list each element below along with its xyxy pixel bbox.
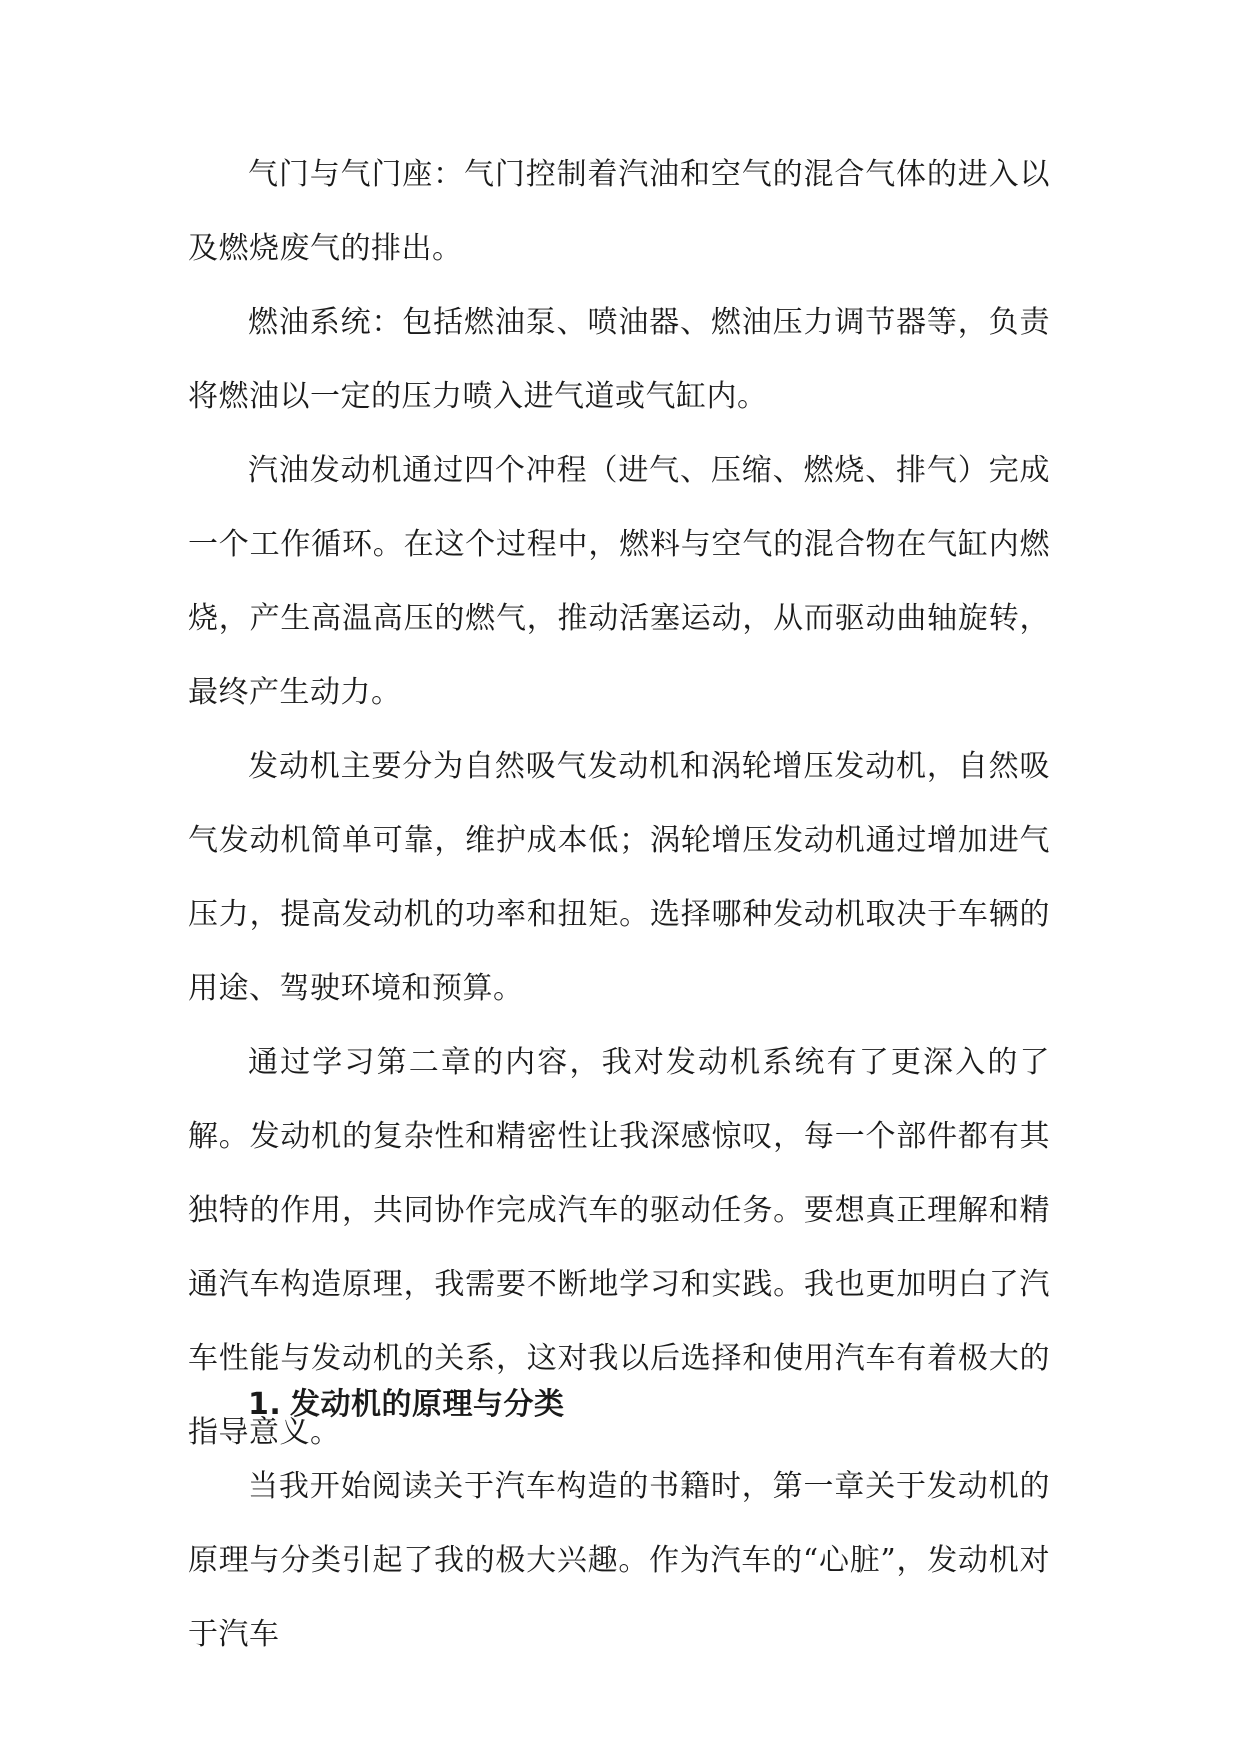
section-heading: [248, 1380, 565, 1430]
section-body: [188, 1450, 1050, 1672]
paragraph-section-intro: 当我开始阅读关于汽车构造的书籍时，第一章关于发动机的原理与分类引起了我的极大兴趣。作为汽车的“心脏”，发动机对于汽车: [188, 1469, 1050, 1652]
paragraph-reflection: 通过学习第二章的内容，我对发动机系统有了更深入的了解。发动机的复杂性和精密性让我深感惊叹，每一个部件都有其独特的作用，共同协作完成汽车的驱动任务。要想真正理解和精通汽车构造原理，我需要不断地学习和实践。我也更加明白了汽车性能与发动机的关系，这对我以后选择和使用汽车有着极大的指导意义。: [188, 1045, 1050, 1450]
section-title: 发动机的原理与分类: [290, 1387, 565, 1422]
paragraph-four-stroke: 汽油发动机通过四个冲程（进气、压缩、燃烧、排气）完成一个工作循环。在这个过程中，燃料与空气的混合物在气缸内燃烧，产生高温高压的燃气，推动活塞运动，从而驱动曲轴旋转，最终产生动力。: [188, 453, 1050, 710]
body-text: [188, 138, 1050, 1470]
paragraph-valves: 气门与气门座：气门控制着汽油和空气的混合气体的进入以及燃烧废气的排出。: [188, 157, 1050, 266]
section-number: 1.: [248, 1387, 282, 1422]
paragraph-fuel-system: 燃油系统：包括燃油泵、喷油器、燃油压力调节器等，负责将燃油以一定的压力喷入进气道或气缸内。: [188, 305, 1050, 414]
paragraph-engine-types: 发动机主要分为自然吸气发动机和涡轮增压发动机，自然吸气发动机简单可靠，维护成本低；涡轮增压发动机通过增加进气压力，提高发动机的功率和扭矩。选择哪种发动机取决于车辆的用途、驾驶环境和预算。: [188, 749, 1050, 1006]
